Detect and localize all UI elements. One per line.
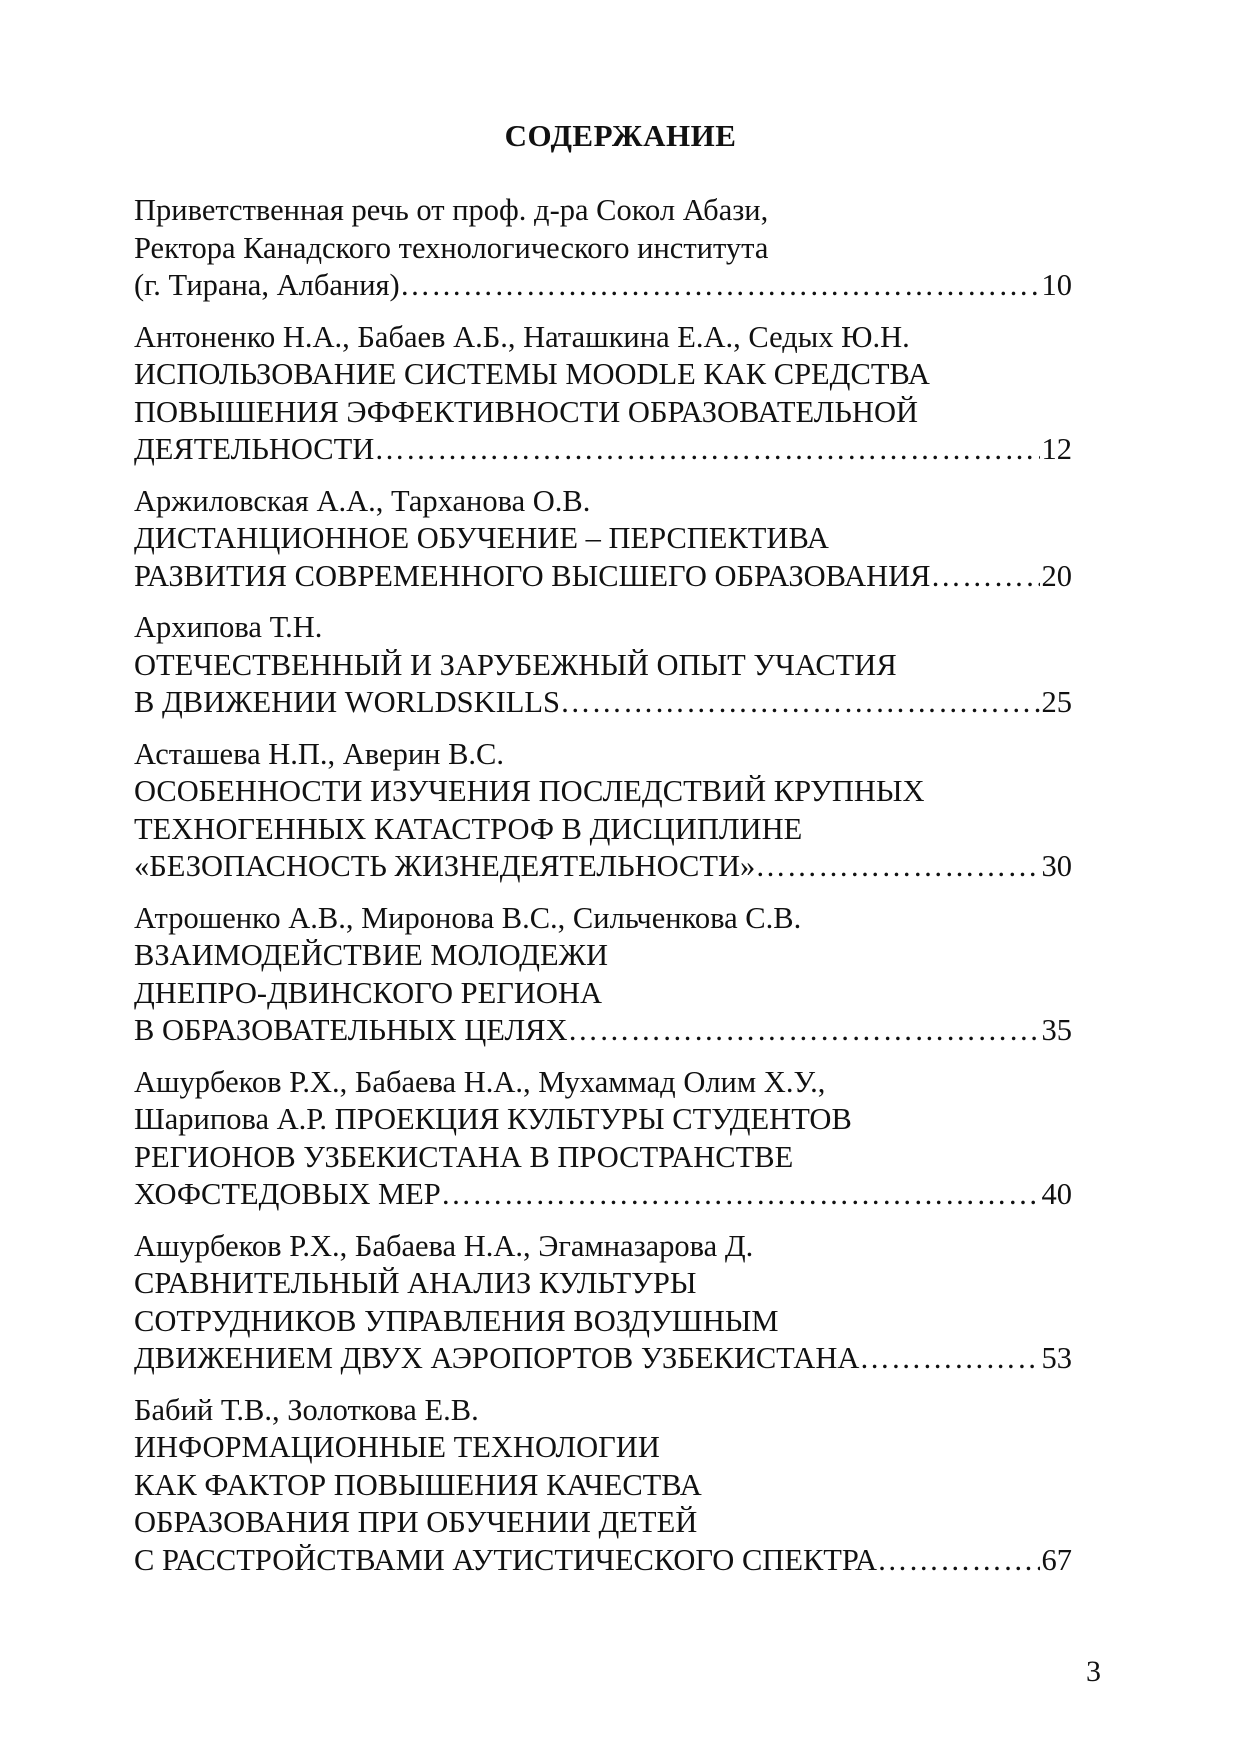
toc-entry — [134, 1228, 1072, 1378]
toc-entry — [134, 483, 1072, 596]
toc-entry-page: 12 — [1041, 432, 1072, 466]
toc-entry-line: СРАВНИТЕЛЬНЫЙ АНАЛИЗ КУЛЬТУРЫ — [134, 1266, 697, 1300]
toc-entry-line: ИНФОРМАЦИОННЫЕ ТЕХНОЛОГИИ — [134, 1430, 660, 1464]
toc-entry — [134, 1392, 1072, 1580]
toc-entry-last-line — [134, 1542, 1072, 1580]
toc-entry-line: ВЗАИМОДЕЙСТВИЕ МОЛОДЕЖИ — [134, 938, 608, 972]
page-title: СОДЕРЖАНИЕ — [504, 118, 737, 153]
toc-entry-line: ОТЕЧЕСТВЕННЫЙ И ЗАРУБЕЖНЫЙ ОПЫТ УЧАСТИЯ — [134, 647, 897, 682]
toc-entry-page: 40 — [1041, 1177, 1072, 1211]
toc-entry-text: ДЕЯТЕЛЬНОСТИ — [134, 432, 375, 466]
toc-entry-last-line — [134, 1012, 1072, 1050]
toc-entry-line: РЕГИОНОВ УЗБЕКИСТАНА В ПРОСТРАНСТВЕ — [134, 1139, 794, 1174]
toc-entry-line: ДИСТАНЦИОННОЕ ОБУЧЕНИЕ – ПЕРСПЕКТИВА — [134, 521, 829, 555]
toc-entry-line: Бабий Т.В., Золоткова Е.В. — [134, 1392, 479, 1427]
toc-entry — [134, 900, 1072, 1050]
toc-leader-dots — [441, 1176, 1040, 1214]
toc-entry-line: Ректора Канадского технологического института — [134, 230, 769, 265]
toc-entry-line: Шарипова А.Р. ПРОЕКЦИЯ КУЛЬТУРЫ СТУДЕНТОВ — [134, 1102, 852, 1136]
toc-leader-dots — [859, 1340, 1039, 1378]
toc-entry-line: Ашурбеков Р.Х., Бабаева Н.А., Мухаммад Олим Х.У., — [134, 1064, 826, 1099]
toc-entry-last-line — [134, 684, 1072, 722]
toc-entry-line: Приветственная речь от проф. д-ра Сокол Абази, — [134, 193, 769, 227]
toc-entry — [134, 609, 1072, 722]
toc-entry — [134, 319, 1072, 469]
toc-entry-line: Ашурбеков Р.Х., Бабаева Н.А., Эгамназарова Д. — [134, 1228, 754, 1263]
toc-entry-page: 25 — [1041, 685, 1072, 719]
toc-entry-text: ДВИЖЕНИЕМ ДВУХ АЭРОПОРТОВ УЗБЕКИСТАНА — [134, 1341, 860, 1375]
toc-entry-last-line — [134, 848, 1072, 886]
toc-entry-page: 35 — [1041, 1013, 1072, 1047]
toc-entry-line: СОТРУДНИКОВ УПРАВЛЕНИЯ ВОЗДУШНЫМ — [134, 1303, 779, 1338]
toc-entry — [134, 736, 1072, 886]
toc-leader-dots — [374, 431, 1039, 469]
toc-entry-page: 67 — [1041, 1542, 1072, 1577]
toc-leader-dots — [931, 558, 1040, 596]
toc-leader-dots — [568, 1012, 1040, 1050]
toc-entry-page: 20 — [1041, 558, 1072, 593]
toc-entry-text: В ДВИЖЕНИИ WORLDSKILLS — [134, 685, 560, 719]
page-number: 3 — [1086, 1655, 1101, 1688]
toc-entry — [134, 1064, 1072, 1214]
toc-entry-line: Архипова Т.Н. — [134, 610, 323, 644]
toc-entry-line: ОБРАЗОВАНИЯ ПРИ ОБУЧЕНИИ ДЕТЕЙ — [134, 1505, 698, 1539]
toc-entry-line: Антоненко Н.А., Бабаев А.Б., Наташкина Е.А., Седых Ю.Н. — [134, 319, 910, 354]
toc-entry-line: Аржиловская А.А., Тарханова О.В. — [134, 483, 591, 518]
toc-entry-line: ОСОБЕННОСТИ ИЗУЧЕНИЯ ПОСЛЕДСТВИЙ КРУПНЫХ — [134, 774, 925, 808]
toc-leader-dots — [755, 848, 1039, 886]
toc-entry-page: 30 — [1041, 849, 1072, 883]
toc-entry-page: 53 — [1041, 1341, 1072, 1375]
toc-entry-line: Асташева Н.П., Аверин В.С. — [134, 736, 505, 771]
toc-entry-last-line — [134, 558, 1072, 596]
toc-entry-line: ИСПОЛЬЗОВАНИЕ СИСТЕМЫ MOODLE КАК СРЕДСТВА — [134, 357, 930, 391]
toc-entry-text: ХОФСТЕДОВЫХ МЕР — [134, 1177, 441, 1211]
toc-entry-last-line — [134, 267, 1072, 305]
toc-entry-last-line — [134, 431, 1072, 469]
toc-leader-dots — [400, 267, 1040, 305]
toc-entry-text: «БЕЗОПАСНОСТЬ ЖИЗНЕДЕЯТЕЛЬНОСТИ» — [134, 849, 756, 883]
toc-entry-line: ТЕХНОГЕННЫХ КАТАСТРОФ В ДИСЦИПЛИНЕ — [134, 811, 803, 846]
toc-entry-line: КАК ФАКТОР ПОВЫШЕНИЯ КАЧЕСТВА — [134, 1467, 702, 1502]
toc-entry-last-line — [134, 1176, 1072, 1214]
toc-entry — [134, 192, 1072, 305]
toc-entry-last-line — [134, 1340, 1072, 1378]
toc-entry-text: С РАССТРОЙСТВАМИ АУТИСТИЧЕСКОГО СПЕКТРА — [134, 1542, 878, 1577]
toc-entry-text: В ОБРАЗОВАТЕЛЬНЫХ ЦЕЛЯХ — [134, 1013, 568, 1047]
toc-entry-line: ДНЕПРО-ДВИНСКОГО РЕГИОНА — [134, 975, 603, 1010]
toc-leader-dots — [560, 684, 1040, 722]
toc-entry-text: РАЗВИТИЯ СОВРЕМЕННОГО ВЫСШЕГО ОБРАЗОВАНИЯ — [134, 558, 931, 593]
table-of-contents — [134, 192, 1072, 1593]
toc-entry-page: 10 — [1041, 268, 1072, 302]
toc-leader-dots — [877, 1542, 1039, 1580]
toc-entry-text: (г. Тирана, Албания) — [134, 268, 400, 302]
toc-entry-line: ПОВЫШЕНИЯ ЭФФЕКТИВНОСТИ ОБРАЗОВАТЕЛЬНОЙ — [134, 394, 918, 429]
toc-entry-line: Атрошенко А.В., Миронова В.С., Сильченкова С.В. — [134, 900, 802, 935]
